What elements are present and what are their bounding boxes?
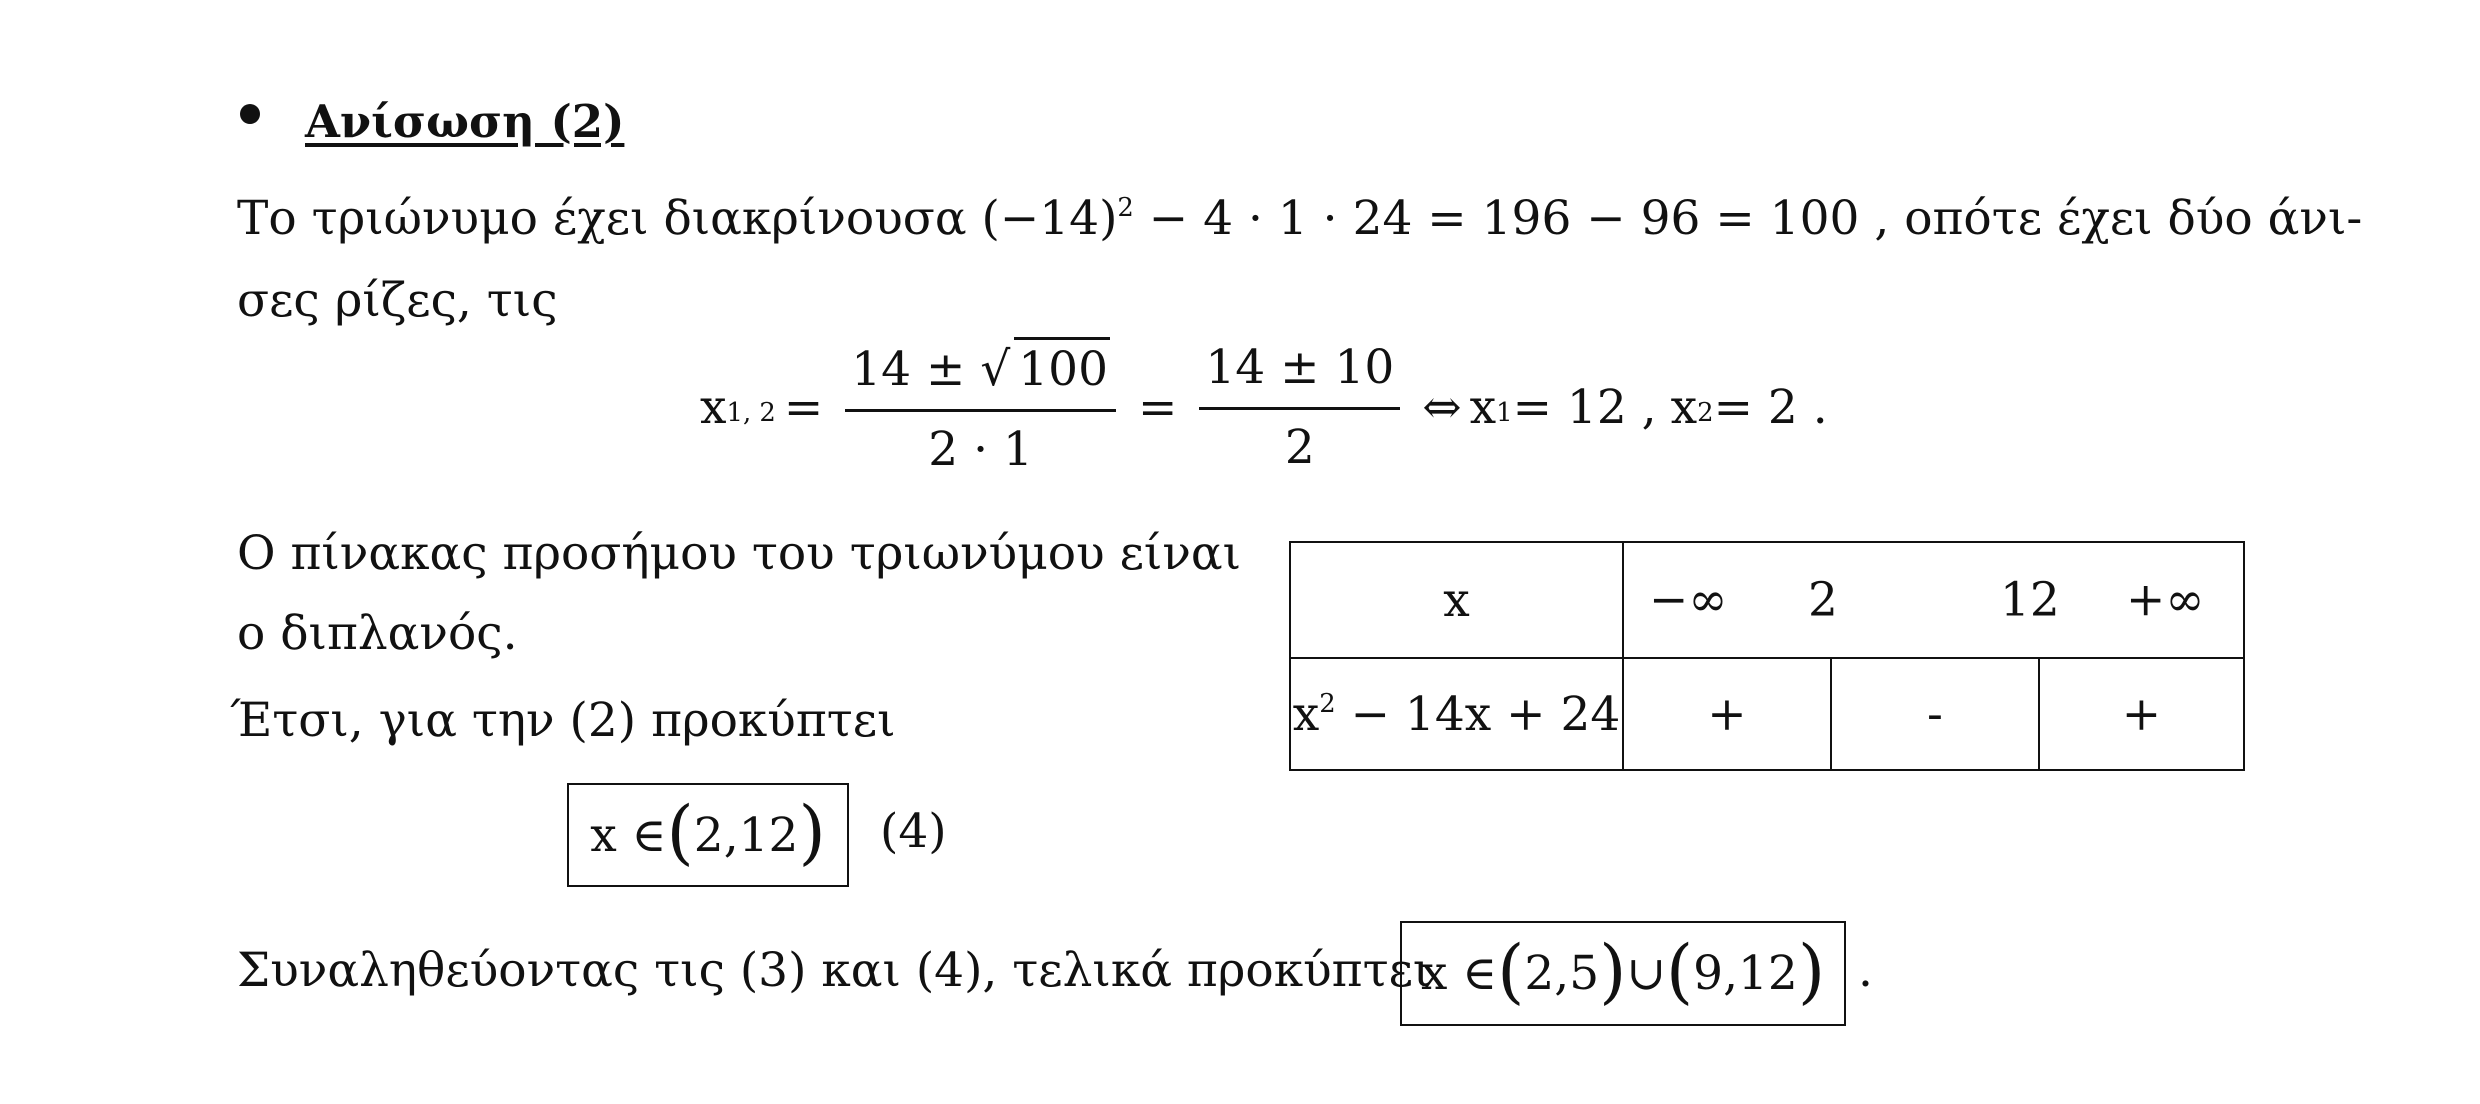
equals-sign: = [783, 379, 824, 435]
radicand: 100 [1014, 337, 1110, 397]
paragraph-sign-table-line2: ο διπλανός. [237, 606, 518, 661]
sign-table-var-cell: x [1290, 542, 1623, 658]
lhs-variable: x [700, 379, 727, 435]
equivalence-arrow: ⇔ [1422, 379, 1462, 435]
final-period: . [1858, 943, 1873, 998]
root-x2-variable: x [1670, 379, 1698, 435]
open-paren: ( [1665, 929, 1694, 1012]
discriminant-exponent: 2 [1117, 193, 1134, 224]
numerator-text: 14 ± [851, 342, 981, 397]
interval-2: 9,12 [1693, 946, 1798, 1001]
sign-table-sign-row [1290, 658, 2244, 770]
fraction-simplified [1199, 340, 1400, 475]
sign-table-points [1624, 543, 2243, 657]
equals-sign: = [1137, 379, 1178, 435]
result-interval: 2,12 [693, 807, 799, 863]
expression-x: x [1292, 686, 1320, 742]
section-heading: Ανίσωση (2) [305, 95, 625, 148]
root-x1-value: = 12 , [1512, 379, 1657, 435]
sign-cell: + [1623, 658, 1831, 770]
paragraph-discriminant-line1 [237, 191, 2363, 246]
sign-table-header-row [1290, 542, 2244, 658]
close-paren: ) [1797, 929, 1826, 1012]
roots-formula: x $_{1, 2}$ = $\frac{14 \pm √ 100}{2 \cdot 1}$ = $\frac{14 \pm 10}{2}$ ⇔ x $_1$ = 12 , x $_2$ = 2 . [700, 332, 1828, 482]
result-prefix: x ∈ [590, 807, 667, 863]
fraction-numerator [845, 337, 1116, 412]
paragraph-text: Το τριώνυμο έχει διακρίνουσα [237, 191, 982, 246]
open-paren: ( [1497, 929, 1525, 1012]
point-root-2: 2 [1808, 572, 1838, 628]
discriminant-calculation: − 4 · 1 · 24 = 196 − 96 = 100 [1133, 191, 1860, 246]
paragraph-final: Συναληθεύοντας τις (3) και (4), τελικά προκύπτει [237, 943, 1432, 998]
fraction-sqrt [845, 337, 1116, 477]
paragraph-sign-table-line1: Ο πίνακας προσήμου του τριωνύμου είναι [237, 526, 1242, 581]
close-paren: ) [798, 791, 826, 873]
union-symbol: ∪ [1626, 946, 1666, 1001]
point-neg-infinity: −∞ [1649, 572, 1728, 628]
sign-table [1289, 541, 2245, 771]
point-root-12: 12 [2000, 572, 2060, 628]
radical-sign: √ [980, 342, 1011, 397]
root-x2-value: = 2 . [1713, 379, 1828, 435]
sign-table-expression-cell [1290, 658, 1623, 770]
point-pos-infinity: +∞ [2126, 572, 2205, 628]
open-paren: ( [666, 791, 694, 873]
sign-table-points-cell [1623, 542, 2244, 658]
equation-label-4: (4) [880, 804, 947, 859]
sign-cell: + [2039, 658, 2244, 770]
interval-1: 2,5 [1524, 946, 1600, 1001]
fraction-numerator: 14 ± 10 [1199, 340, 1400, 410]
paragraph-discriminant-line2: σες ρίζες, τις [237, 273, 558, 328]
expression-rest: − 14x + 24 [1335, 686, 1621, 742]
fraction-denominator: 2 · 1 [928, 422, 1033, 477]
close-paren: ) [1599, 929, 1627, 1012]
paragraph-text-tail: , οπότε έχει δύο άνι- [1859, 191, 2363, 246]
root-x1-variable: x [1469, 379, 1497, 435]
result-prefix: x ∈ [1420, 946, 1498, 1001]
discriminant-base: (−14) [981, 191, 1118, 246]
fraction-denominator: 2 [1284, 419, 1315, 475]
sign-cell: - [1831, 658, 2039, 770]
paragraph-conclusion: Έτσι, για την (2) προκύπτει [230, 693, 896, 748]
expression-exponent: 2 [1319, 688, 1336, 719]
result-box-4 [567, 783, 849, 887]
bullet-icon [240, 104, 260, 124]
final-result-box [1400, 921, 1846, 1026]
